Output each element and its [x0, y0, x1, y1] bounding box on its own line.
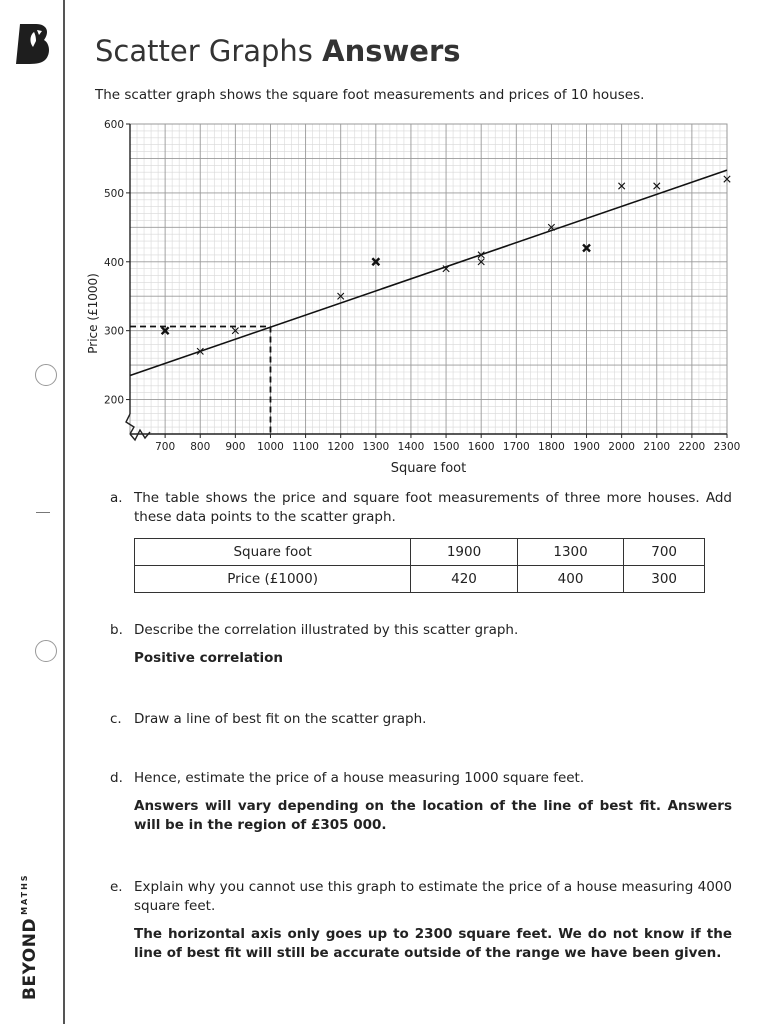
question-a	[110, 489, 732, 527]
table-cell: 1300	[517, 539, 624, 566]
answer-text: Positive correlation	[134, 650, 284, 666]
intro-text: The scatter graph shows the square foot measurements and prices of 10 houses.	[95, 87, 645, 103]
table-cell: 700	[624, 539, 705, 566]
x-tick-label: 700	[155, 441, 176, 453]
x-tick-label: 1200	[327, 441, 355, 453]
x-tick-label: 1100	[292, 441, 319, 453]
x-tick-label: 1700	[502, 441, 530, 453]
y-tick-label: 300	[103, 325, 124, 338]
y-tick-label: 600	[103, 119, 124, 131]
question-label: d.	[110, 770, 123, 786]
brand-name: BEYOND	[20, 917, 40, 1000]
punch-hole-top	[35, 364, 57, 386]
answer-text: Answers will vary depending on the location of the line of best fit. Answers will be in the region of £305 000.	[134, 798, 732, 833]
x-tick-label: 1000	[257, 441, 284, 453]
brand-wordmark	[20, 873, 40, 1000]
plot-border	[130, 124, 727, 434]
table-cell: 400	[517, 566, 624, 593]
scatter-chart	[80, 114, 750, 480]
question-label: c.	[110, 711, 122, 727]
x-tick-label: 1800	[538, 441, 565, 453]
answer-text: The horizontal axis only goes up to 2300 square feet. We do not know if the line of best fit will still be accurate outside of the range we have been given.	[134, 926, 732, 961]
question-label: a.	[110, 490, 123, 506]
x-axis-break	[130, 430, 150, 440]
question-text: Draw a line of best fit on the scatter graph.	[134, 711, 427, 727]
y-tick-label: 200	[103, 394, 124, 407]
question-label: b.	[110, 622, 123, 638]
question-text: Explain why you cannot use this graph to estimate the price of a house measuring 4000 square feet.	[134, 879, 732, 914]
question-text: Describe the correlation illustrated by this scatter graph.	[134, 622, 519, 638]
y-tick-label: 500	[103, 187, 124, 200]
title-light: Scatter Graphs	[95, 34, 313, 68]
question-text: Hence, estimate the price of a house measuring 1000 square feet.	[134, 770, 585, 786]
table-header-cell: Price (£1000)	[135, 566, 411, 593]
question-c	[110, 710, 732, 729]
question-e	[110, 878, 732, 963]
question-b	[110, 621, 732, 668]
question-label: e.	[110, 879, 123, 895]
table-cell: 420	[411, 566, 518, 593]
question-d	[110, 769, 732, 835]
table-header-cell: Square foot	[135, 539, 411, 566]
table-cell: 300	[624, 566, 705, 593]
margin-line	[63, 0, 65, 1024]
table-cell: 1900	[411, 539, 518, 566]
x-tick-label: 1500	[432, 441, 460, 453]
x-tick-label: 2100	[643, 441, 671, 453]
x-tick-label: 2200	[678, 441, 706, 453]
brand-sub: MATHS	[20, 873, 29, 915]
y-tick-label: 400	[103, 256, 124, 269]
x-tick-label: 2000	[608, 441, 636, 453]
x-tick-label: 1300	[362, 441, 390, 453]
x-tick-label: 1600	[467, 441, 495, 453]
y-axis-label: Price (£1000)	[86, 273, 100, 354]
x-tick-label: 800	[190, 441, 211, 453]
x-tick-label: 1900	[573, 441, 600, 453]
question-text: The table shows the price and square foot measurements of three more houses. Add these data points to the scatter graph.	[134, 490, 732, 525]
title-bold: Answers	[322, 34, 461, 68]
table-row	[135, 566, 705, 593]
beyond-logo-icon	[14, 22, 52, 66]
x-tick-label: 1400	[397, 441, 425, 453]
punch-hole-bottom	[35, 640, 57, 662]
page-title	[95, 34, 461, 68]
fold-mark	[36, 512, 50, 513]
x-tick-label: 2300	[713, 441, 741, 453]
x-tick-label: 900	[225, 441, 246, 453]
table-row	[135, 539, 705, 566]
x-axis-label: Square foot	[390, 461, 467, 476]
data-table	[134, 538, 705, 593]
